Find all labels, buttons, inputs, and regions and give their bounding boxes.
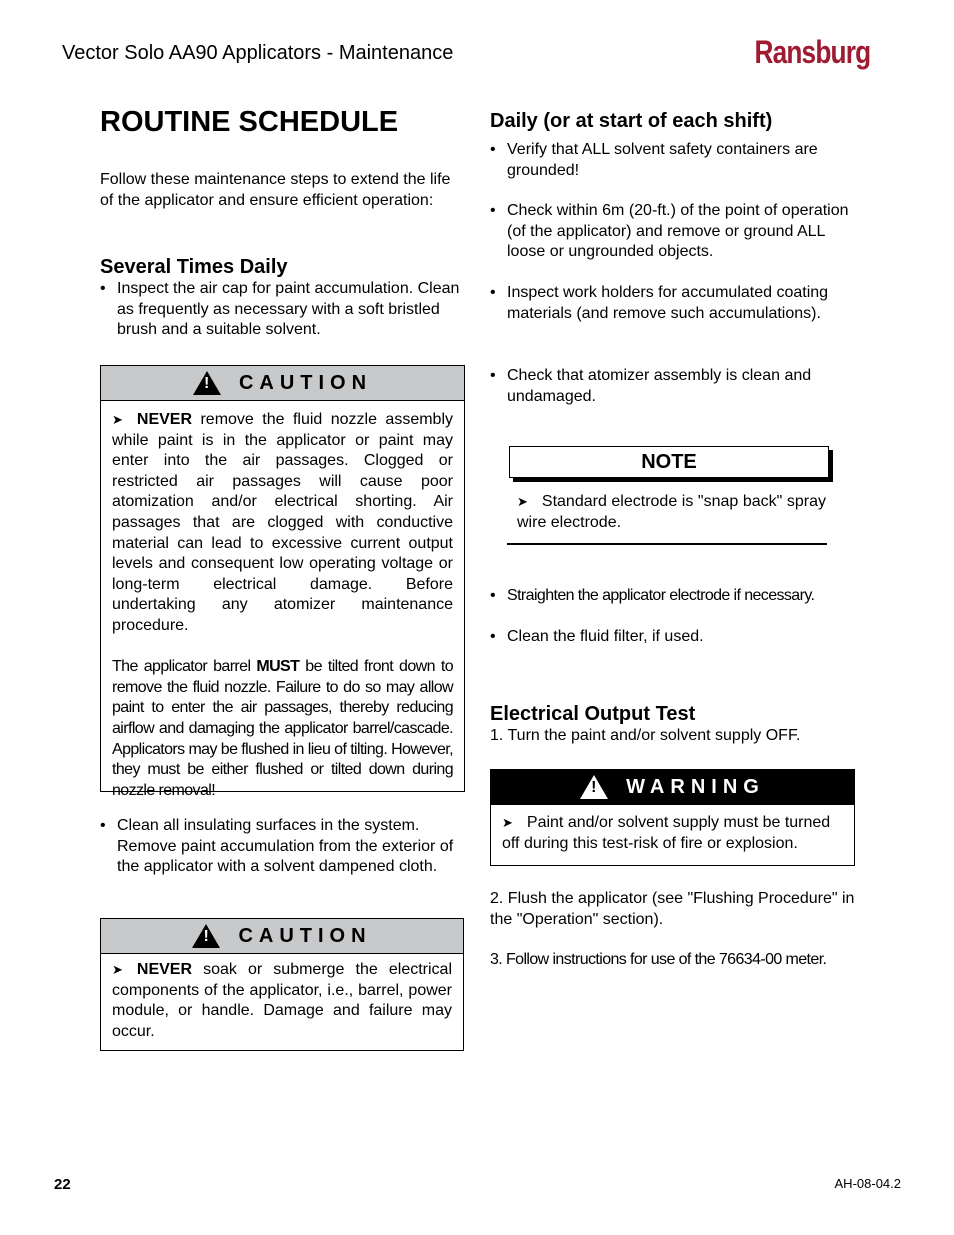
caution-paragraph [112, 410, 453, 637]
step-3: 3. Follow instructions for use of the 76634-00 meter. [490, 951, 827, 968]
step-2: 2. Flush the applicator (see "Flushing Procedure" in the "Operation" section). [490, 890, 855, 928]
caution-label: CAUTION [238, 371, 373, 394]
caution-body [101, 954, 463, 1052]
caution-box-2 [100, 918, 464, 1051]
intro-paragraph: Follow these maintenance steps to extend the life of the applicator and ensure efficient operation: [100, 171, 451, 209]
note-rule [507, 543, 827, 545]
warning-body [491, 805, 854, 864]
arrow-icon: ➤ [112, 962, 123, 977]
caution-text: remove the fluid nozzle assembly while paint is in the applicator or paint may enter into the air passages. Clogged or restricted air passages will cause poor atomization and/or electrical shorting. Air passages that are clogged with conductive material can lead to excessive current output levels and consequent low operating voltage or long-term electrical damage. Before undertaking any atomizer maintenance procedure. [112, 411, 453, 634]
note-label: NOTE [641, 450, 697, 473]
caution-paragraph-2 [112, 657, 453, 801]
caution-paragraph [112, 960, 452, 1042]
several-times-daily-heading: Several Times Daily [100, 256, 288, 278]
caution-header [101, 366, 464, 401]
list-item: • Inspect the air cap for paint accumulation. Clean as frequently as necessary with a soft bristled brush and a suitable solvent. [100, 279, 462, 341]
header-title: Vector Solo AA90 Applicators - Maintenance [62, 42, 454, 64]
warning-box [490, 769, 855, 866]
list-item: • Inspect work holders for accumulated coating materials (and remove such accumulations). [490, 283, 855, 324]
list-item: • Clean the fluid filter, if used. [490, 627, 855, 648]
page-number: 22 [54, 1176, 71, 1193]
caution-text-pre: The applicator barrel [112, 658, 257, 676]
caution-emphasis: NEVER [136, 961, 193, 978]
electrical-output-test-heading: Electrical Output Test [490, 703, 696, 725]
caution-text-post: be tilted front down to remove the fluid nozzle. Failure to do so may allow paint to enter the air passages, thereby reducing airflow and damaging the applicator barrel/cascade. Applicators may be flushed in lieu of tilting. However, they must be either flushed or tilted down during nozzle removal! [112, 658, 453, 799]
caution-label: CAUTION [238, 924, 372, 947]
ransburg-logo: Ransburg [754, 34, 870, 70]
list-item: • Check within 6m (20-ft.) of the point of operation (of the applicator) and remove or ground ALL loose or ungrounded objects. [490, 201, 855, 263]
warning-label: WARNING [626, 775, 765, 798]
list-item: • Check that atomizer assembly is clean and undamaged. [490, 366, 855, 407]
note-body [517, 492, 826, 533]
document-code: AH-08-04.2 [834, 1176, 901, 1191]
arrow-icon: ➤ [517, 494, 528, 509]
warning-triangle-icon: ! [580, 775, 608, 799]
caution-text: soak or submerge the electrical components of the applicator, i.e., barrel, power module, or handle. Damage and failure may occur. [112, 961, 452, 1040]
caution-box [100, 365, 465, 799]
arrow-icon: ➤ [112, 412, 123, 427]
note-text: Standard electrode is "snap back" spray wire electrode. [517, 493, 826, 531]
caution-must: MUST [256, 658, 300, 676]
daily-heading: Daily (or at start of each shift) [490, 110, 773, 132]
list-item: • Verify that ALL solvent safety containers are grounded! [490, 140, 855, 181]
warning-header [491, 770, 854, 805]
warning-paragraph [502, 813, 843, 854]
warning-text: Paint and/or solvent supply must be turned off during this test-risk of fire or explosion. [502, 814, 831, 852]
list-item: • Straighten the applicator electrode if necessary. [490, 586, 873, 607]
page-title: ROUTINE SCHEDULE [100, 106, 399, 138]
caution-header [101, 919, 463, 954]
step-1: 1. Turn the paint and/or solvent supply OFF. [490, 727, 801, 744]
caution-emphasis: NEVER [136, 411, 193, 428]
arrow-icon: ➤ [502, 815, 513, 830]
warning-triangle-icon: ! [193, 371, 221, 395]
note-header [509, 446, 829, 478]
list-item: • Clean all insulating surfaces in the system. Remove paint accumulation from the exterior of the applicator with a solvent dampened cloth. [100, 816, 462, 878]
warning-triangle-icon: ! [192, 924, 220, 948]
caution-body [101, 401, 464, 811]
